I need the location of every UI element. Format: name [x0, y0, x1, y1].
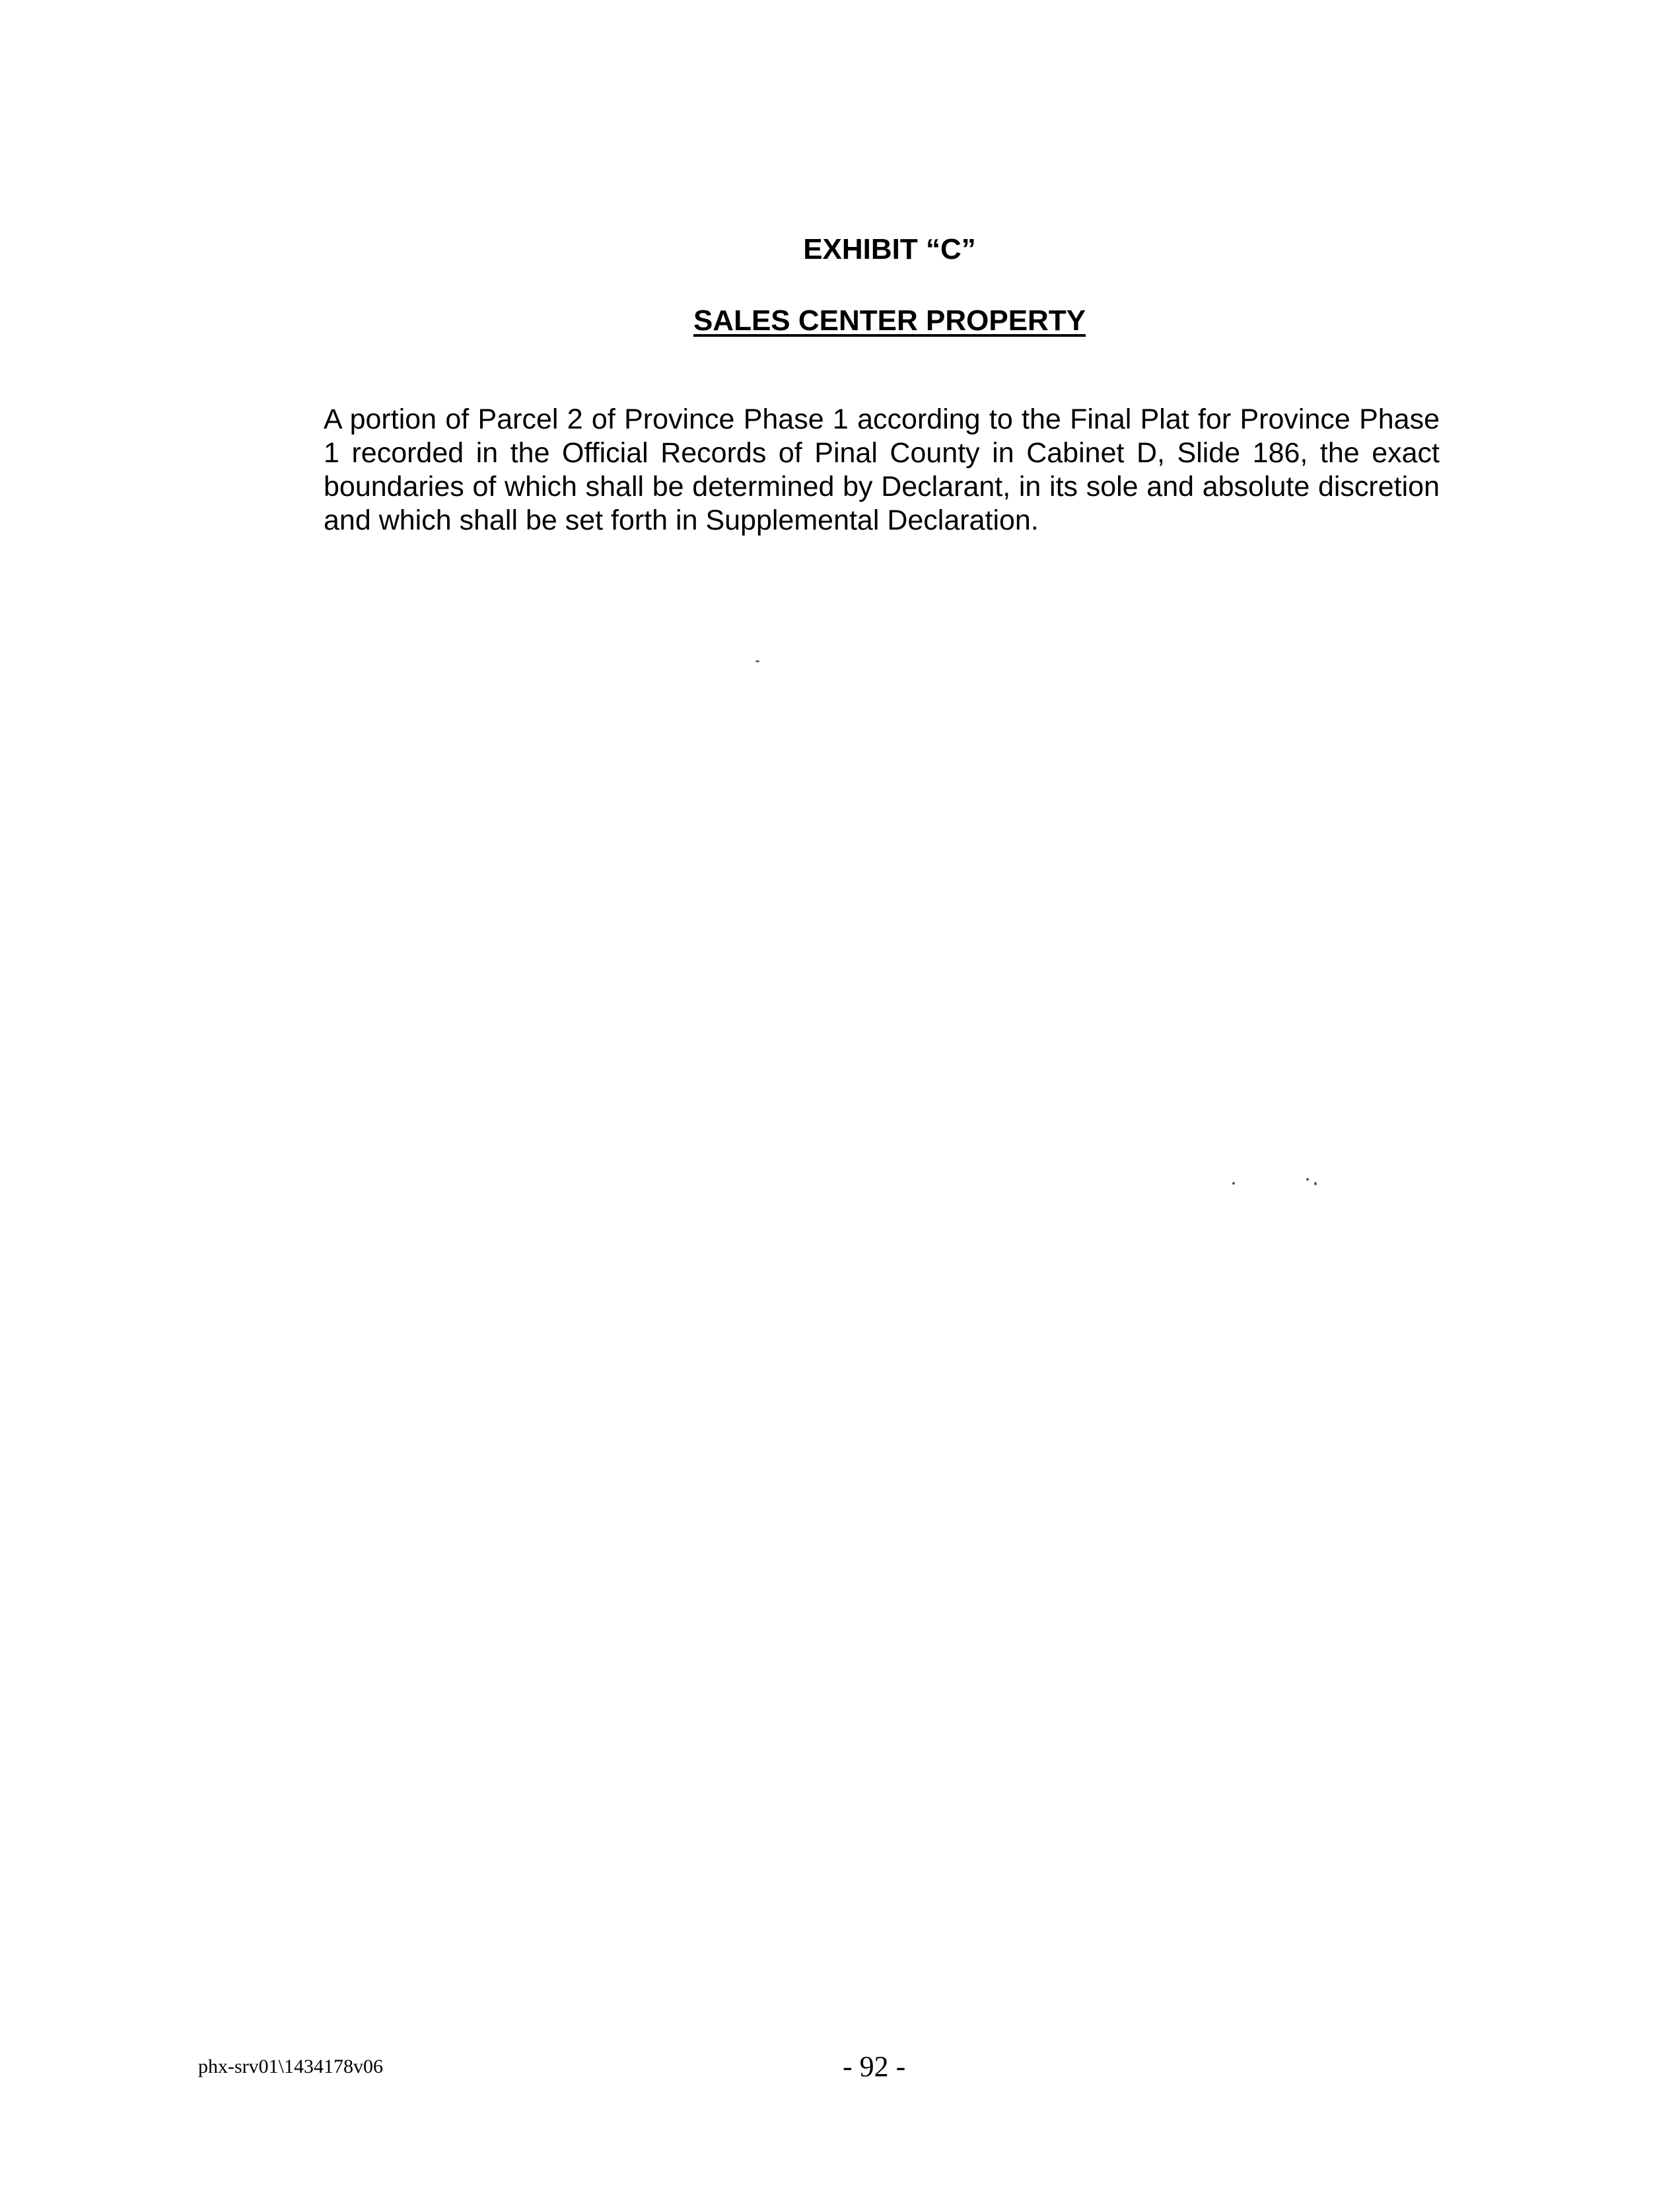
scan-speck — [1314, 1182, 1317, 1185]
footer-document-id: phx-srv01\1434178v06 — [198, 2056, 383, 2077]
footer-page-number: - 92 - — [843, 2050, 906, 2083]
body-paragraph: A portion of Parcel 2 of Province Phase 1 according to the Final Plat for Province Phase 1 recorded in the Official Records of Pinal County in Cabinet D, Slide 186, the exact boundaries of which shall be determined by Declarant, in its sole and absolute discretion and which shall be set forth in Supplemental Declaration. — [324, 403, 1440, 536]
scan-speck — [1306, 1178, 1309, 1181]
exhibit-subtitle: SALES CENTER PROPERTY — [693, 304, 1086, 337]
scan-speck — [755, 660, 759, 662]
exhibit-title: EXHIBIT “C” — [803, 233, 976, 265]
scan-speck — [1232, 1182, 1235, 1185]
